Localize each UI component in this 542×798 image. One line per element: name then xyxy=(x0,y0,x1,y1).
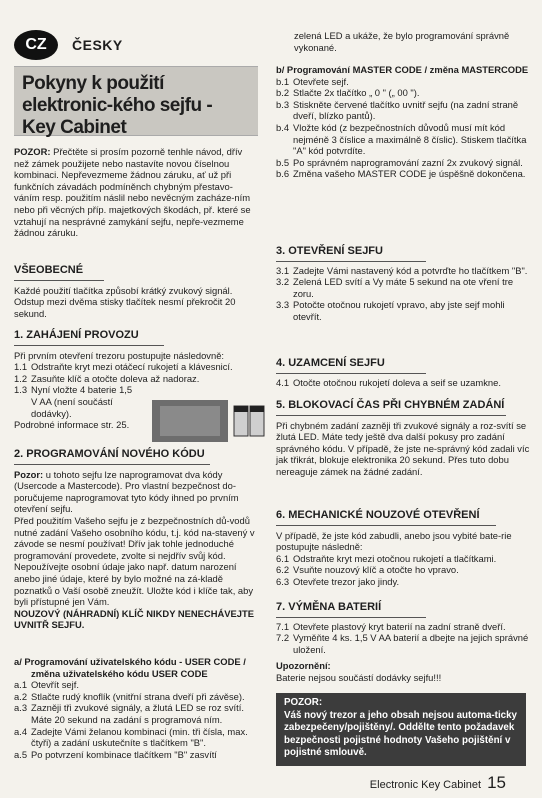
list-item: a.1 Otevřít sejf. xyxy=(14,679,79,691)
note-text: Váš nový trezor a jeho obsah nejsou automa-ticky zabezpečeny/pojištěny/. Oddělte tento požadavek bezpečnosti pojistné hodnoty Vašeho pojištění v pojistné smlouvě. xyxy=(284,709,518,758)
pozor-paragraph: POZOR: Přečtěte si prosím pozorně tenhle návod, dřív než zámek použijete nebo nastavíte novou číselnou kombinaci. Nepřevezmeme žádnou záruku, ať už při funkčních závadách podmíněnch chybným přestavo-váním resp. použitím náslil nebo nevěcným zacháze-ním nebo při věcných příp. majetkových škodách, př. které se vztahují na nesprávné zamykání sejfu, nepře-vezmeme žádnou záruku. xyxy=(14,146,251,239)
section-heading: 3. OTEVŘENÍ SEJFU xyxy=(276,245,383,257)
section-heading: 7. VÝMĚNA BATERIÍ xyxy=(276,601,382,613)
section-5 xyxy=(276,400,530,478)
upozorneni xyxy=(276,660,530,683)
list-item: b.4 Vložte kód (z bezpečnostních důvodů musí mít kód nejméně 3 číslice a maximálně 8 číslic). Stiskem tlačítka "A" kód potvrdíte. xyxy=(276,121,527,157)
more-info-link: Podrobné informace str. 25. xyxy=(14,419,130,431)
section-text: Před použitím Vašeho sejfu je z bezpečnostních dů-vodů nutné zadání Vašeho osobního kódu, t.j. kód na-stavený v závode se nesmí používat! Dřív jak tohle jednoduché programování provedete, zvolte si nejdřív svůj kód. Nepoužívejte osobní údaje jako např. datum narození anebo jiné údaje, které by bylo možné na zá-kladě poznatků o Vaší osobě zneužít. Uložte kód i klíče tak, aby byli přístupné jen Vám. xyxy=(14,514,255,608)
continued-text: zelená LED a ukáže, že bylo programování správně vykonané. xyxy=(294,30,510,53)
section-6 xyxy=(276,510,530,588)
section-2 xyxy=(14,449,258,631)
list-item: 3.3 Potočte otočnou rukojetí vpravo, aby jste sejf mohli otevřít. xyxy=(276,299,505,322)
list-item: 6.3 Otevřete trezor jako jindy. xyxy=(276,575,400,587)
note-label: POZOR: xyxy=(284,697,323,708)
list-item: 6.2 Vsuňte nouzový klíč a otočte ho vpravo. xyxy=(276,564,459,576)
page-title: Pokyny k použití elektronic-kého sejfu - Key Cabinet xyxy=(22,73,213,138)
list-item: 3.1 Zadejte Vámi nastavený kód a potvrďte ho tlačítkem "B". xyxy=(276,264,528,276)
list-item: 3.2 Zelená LED svítí a Vy máte 5 sekund na ote vření tre zoru. xyxy=(276,276,514,299)
section-heading: 5. BLOKOVACÍ ČAS PŘI CHYBNÉM ZADÁNÍ xyxy=(276,399,505,411)
list-item: a.5 Po potvrzení kombinace tlačítkem "B" zasvítí xyxy=(14,748,217,760)
language-badge: CZ xyxy=(14,30,58,60)
list-item: b.1 Otevřete sejf. xyxy=(276,75,349,87)
page-number: 15 xyxy=(487,773,506,792)
section-general xyxy=(14,265,258,319)
list-item: b.6 Změna vašeho MASTER CODE je úspěšně dokončena. xyxy=(276,168,526,180)
warning-text: NOUZOVÝ (NÁHRADNÍ) KLÍČ NIKDY NENECHÁVEJTE UVNITŘ SEJFU. xyxy=(14,607,254,631)
list-item: 1.3 Nyní vložte 4 baterie 1,5 V AA (není součástí dodávky). xyxy=(14,384,133,419)
title-banner xyxy=(14,66,258,136)
list-item: 7.1 Otevřete plastový kryt baterií na zadní straně dveří. xyxy=(276,620,506,632)
section-4 xyxy=(276,358,530,388)
subsection-heading: a/ Programování uživatelského kódu - USER CODE / změna uživatelského kódu USER CODE xyxy=(14,656,246,679)
list-item: 7.2 Vyměňte 4 ks. 1,5 V AA baterií a dbejte na jejich správné uložení. xyxy=(276,632,529,655)
language-name: ČESKY xyxy=(72,37,123,53)
list-item: 1.2 Zasuňte klíč a otočte doleva až nadoraz. xyxy=(14,372,200,384)
section-text: Každé použití tlačítka způsobí krátký zvukový signál. Odstup mezi dvěma stisky tlačítek nesmí překročit 20 sekund. xyxy=(14,284,236,319)
list-item: 1.1 Odstraňte kryt mezi otáčecí rukojetí a klávesnicí. xyxy=(14,361,233,373)
insurance-note-box xyxy=(276,693,526,766)
notice-text: Baterie nejsou součástí dodávky sejfu!!! xyxy=(276,671,442,683)
list-item: 6.1 Odstraňte kryt mezi otočnou rukojetí a tlačítkami. xyxy=(276,552,497,564)
notice-label: Upozornění: xyxy=(276,660,331,671)
section-2b xyxy=(276,64,530,180)
section-heading: 2. PROGRAMOVÁNÍ NOVÉHO KÓDU xyxy=(14,448,205,460)
section-text: Pozor: u tohoto sejfu lze naprogramovat dva kódy (Usercode a Mastercode). Pro vlastní bezpečnost do-poručujeme naprogramovat tyto kódy ihned po prvním otevření sejfu. xyxy=(14,468,239,515)
footer-title: Electronic Key Cabinet xyxy=(369,779,482,791)
section-heading: 4. UZAMCENÍ SEJFU xyxy=(276,357,385,369)
section-heading: VŠEOBECNÉ xyxy=(14,264,84,276)
list-item: a.3 Zazněji tři zvukové signály, a žlutá LED se roz svítí. Máte 20 sekund na zadání s programová ním. xyxy=(14,702,244,725)
section-3 xyxy=(276,246,530,323)
section-text: Při chybném zadání zazněji tři zvukové signály a roz-svítí se žlutá LED. Máte tedy ještě dva další pokusy pro zadání správného kódu. V případě, že jste ne-správný kód zadali víc jak třikrát, blokuje elektronika 20 sekund. Přes tuto dobu nereaguje zámek na žádné zadání. xyxy=(276,419,530,477)
list-item: a.4 Zadejte Vámi želanou kombinaci (min. tři čísla, max. čtyři) a zadání uskutečníte s tlačítkem "B". xyxy=(14,725,248,749)
section-2a xyxy=(14,656,258,760)
footer xyxy=(370,773,506,793)
section-heading: 6. MECHANICKÉ NOUZOVÉ OTEVŘENÍ xyxy=(276,509,480,521)
language-header xyxy=(14,30,123,60)
section-intro: Při prvním otevření trezoru postupujte následovně: xyxy=(14,349,225,361)
list-item: b.2 Stlačte 2x tlačítko „ 0 " („ 00 "). xyxy=(276,87,420,99)
list-item: 4.1 Otočte otočnou rukojetí doleva a seif se uzamkne. xyxy=(276,376,501,388)
section-intro: V případě, že jste kód zabudli, anebo jsou vybité bate-rie postupujte následně: xyxy=(276,529,512,553)
section-heading: 1. ZAHÁJENÍ PROVOZU xyxy=(14,329,139,341)
list-item: b.5 Po správném naprogramování zazní 2x zvukový signál. xyxy=(276,156,523,168)
list-item: a.2 Stlačte rudý knoflík (vnitřní strana dveří při závěse). xyxy=(14,690,245,702)
list-item: b.3 Stiskněte červené tlačítko uvnitř sejfu (na zadní straně dveří, blízko pantů). xyxy=(276,98,519,122)
subsection-heading: b/ Programování MASTER CODE / změna MASTERCODE xyxy=(276,64,529,75)
battery-illustration xyxy=(152,400,270,442)
section-7 xyxy=(276,602,530,655)
